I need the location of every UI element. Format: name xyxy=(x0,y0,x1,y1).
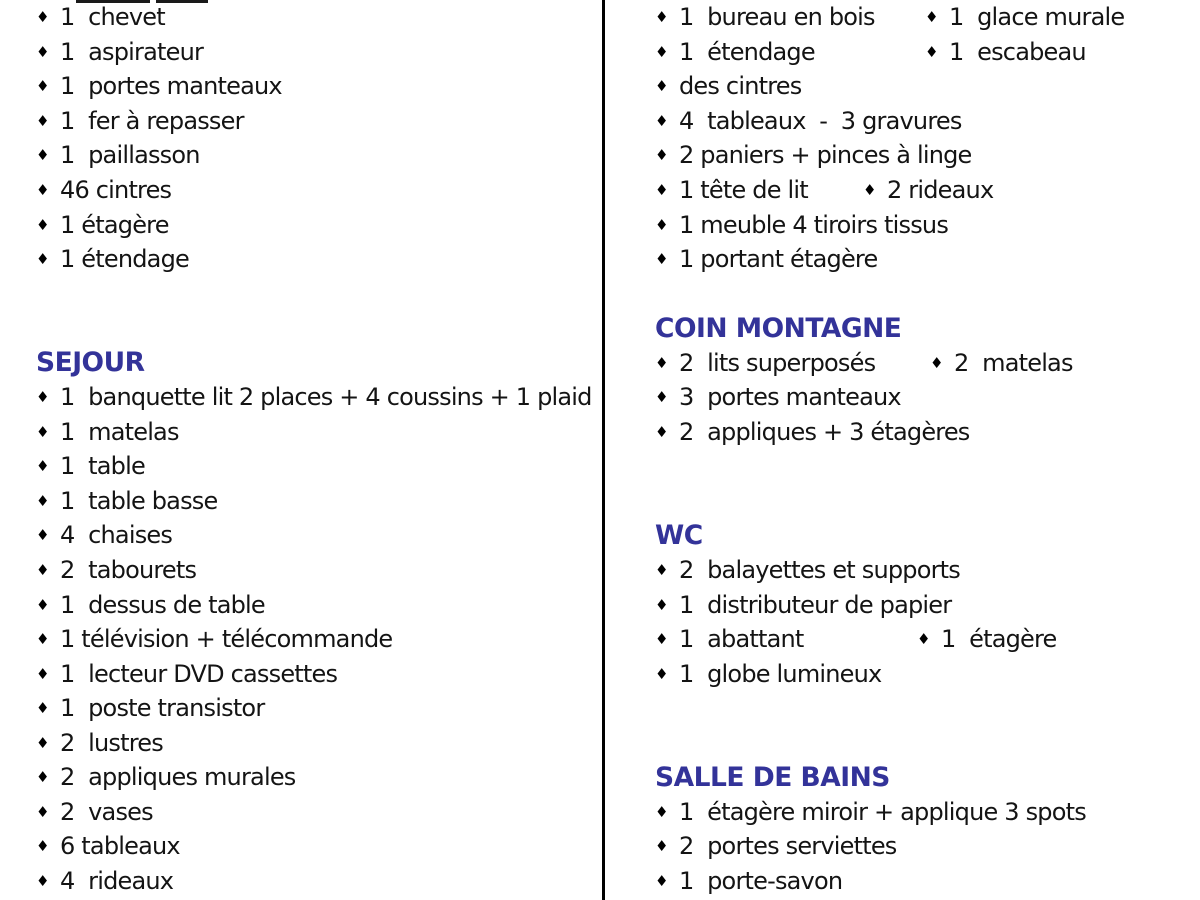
inventory-item xyxy=(36,245,189,273)
item-text: des cintres xyxy=(679,72,802,101)
item-text: 1 table basse xyxy=(60,486,218,515)
blank-row xyxy=(36,311,602,346)
inventory-row xyxy=(36,415,602,450)
item-text: 1 portes manteaux xyxy=(60,72,282,101)
item-text: 1 globe lumineux xyxy=(679,659,882,688)
item-text: 2 lustres xyxy=(60,728,163,757)
diamond-bullet-icon: ♦ xyxy=(863,181,877,199)
inventory-item xyxy=(36,487,217,515)
item-text: 1 distributeur de papier xyxy=(679,590,952,619)
inventory-row xyxy=(655,622,1200,657)
diamond-bullet-icon: ♦ xyxy=(655,77,669,96)
diamond-bullet-icon: ♦ xyxy=(36,111,50,130)
blank-row xyxy=(655,449,1200,484)
inventory-row xyxy=(655,242,1200,277)
inventory-row xyxy=(655,138,1200,173)
blank-row xyxy=(655,691,1200,726)
item-text: 1 matelas xyxy=(60,417,179,446)
item-text: 1 meuble 4 tiroirs tissus xyxy=(679,210,949,239)
item-text: 46 cintres xyxy=(60,176,172,204)
inventory-row xyxy=(36,725,602,760)
item-text: 2 portes serviettes xyxy=(679,832,897,861)
inventory-item xyxy=(655,832,897,860)
diamond-bullet-icon: ♦ xyxy=(36,250,50,269)
section-title: SALLE DE BAINS xyxy=(655,761,890,793)
diamond-bullet-icon: ♦ xyxy=(917,630,931,649)
inventory-row xyxy=(36,104,602,139)
item-text: 1 paillasson xyxy=(60,141,200,170)
inventory-row xyxy=(36,484,602,519)
section-heading-row xyxy=(655,518,1200,553)
inventory-row xyxy=(655,173,1200,208)
item-text: 1 télévision + télécommande xyxy=(60,625,393,654)
item-text: 1 fer à repasser xyxy=(60,106,244,135)
item-text: 4 tableaux - 3 gravures xyxy=(679,106,962,135)
inventory-item xyxy=(36,72,282,100)
diamond-bullet-icon: ♦ xyxy=(655,871,669,890)
blank-row xyxy=(655,484,1200,519)
diamond-bullet-icon: ♦ xyxy=(655,181,669,199)
section-heading-row xyxy=(655,311,1200,346)
blank-row xyxy=(36,276,602,311)
inventory-item xyxy=(655,176,863,204)
inventory-row xyxy=(36,173,602,208)
inventory-row xyxy=(655,587,1200,622)
inventory-row xyxy=(36,380,602,415)
inventory-row xyxy=(36,829,602,864)
item-text: 2 appliques murales xyxy=(60,763,296,792)
inventory-item xyxy=(655,625,917,653)
diamond-bullet-icon: ♦ xyxy=(36,768,50,787)
diamond-bullet-icon: ♦ xyxy=(36,526,50,545)
inventory-row xyxy=(36,69,602,104)
inventory-row xyxy=(36,35,602,70)
inventory-item xyxy=(655,383,901,411)
section-title: COIN MONTAGNE xyxy=(655,312,902,344)
diamond-bullet-icon: ♦ xyxy=(36,457,50,476)
item-text: 1 aspirateur xyxy=(60,37,204,66)
inventory-item xyxy=(36,521,172,549)
inventory-item xyxy=(36,3,165,31)
inventory-row xyxy=(655,380,1200,415)
diamond-bullet-icon: ♦ xyxy=(36,42,50,61)
inventory-row xyxy=(36,760,602,795)
inventory-row xyxy=(655,415,1200,450)
inventory-item xyxy=(36,556,196,584)
inventory-row xyxy=(36,587,602,622)
inventory-row xyxy=(36,622,602,657)
right-column xyxy=(605,0,1200,900)
item-text: 2 lits superposés xyxy=(679,348,876,377)
inventory-row xyxy=(655,553,1200,588)
inventory-item xyxy=(36,763,296,791)
inventory-row xyxy=(655,0,1200,35)
inventory-item xyxy=(655,867,842,895)
section-heading-row xyxy=(655,760,1200,795)
diamond-bullet-icon: ♦ xyxy=(655,8,669,27)
item-text: 1 étendage xyxy=(60,245,189,274)
inventory-item xyxy=(36,176,171,204)
inventory-item xyxy=(655,38,925,66)
item-text: 1 bureau en bois xyxy=(679,3,875,32)
inventory-row xyxy=(655,795,1200,830)
inventory-item xyxy=(655,211,948,239)
diamond-bullet-icon: ♦ xyxy=(36,491,50,510)
inventory-row xyxy=(655,69,1200,104)
inventory-item xyxy=(655,556,960,584)
diamond-bullet-icon: ♦ xyxy=(655,215,669,234)
item-text: 2 paniers + pinces à linge xyxy=(679,141,972,170)
inventory-item xyxy=(36,211,169,239)
item-text: 1 dessus de table xyxy=(60,590,265,619)
item-text: 1 étendage xyxy=(679,37,815,66)
item-text: 1 porte-savon xyxy=(679,866,843,895)
item-text: 2 appliques + 3 étagères xyxy=(679,417,970,446)
diamond-bullet-icon: ♦ xyxy=(36,802,50,821)
item-text: 1 étagère xyxy=(60,210,169,239)
inventory-item xyxy=(36,867,173,895)
item-text: 2 rideaux xyxy=(887,176,994,204)
inventory-row xyxy=(655,656,1200,691)
item-text: 4 chaises xyxy=(60,521,173,550)
inventory-item xyxy=(36,38,203,66)
diamond-bullet-icon: ♦ xyxy=(655,837,669,856)
item-text: 4 rideaux xyxy=(60,866,174,895)
inventory-item xyxy=(36,452,145,480)
inventory-item xyxy=(917,625,1057,653)
diamond-bullet-icon: ♦ xyxy=(655,146,669,165)
diamond-bullet-icon: ♦ xyxy=(655,250,669,269)
item-text: 2 vases xyxy=(60,797,153,826)
inventory-item xyxy=(930,349,1073,377)
item-text: 1 chevet xyxy=(60,3,165,32)
item-text: 2 matelas xyxy=(954,348,1073,377)
inventory-row xyxy=(36,553,602,588)
inventory-item xyxy=(36,832,180,860)
item-text: 1 abattant xyxy=(679,625,804,654)
inventory-item xyxy=(36,729,163,757)
inventory-item xyxy=(36,383,592,411)
diamond-bullet-icon: ♦ xyxy=(36,422,50,441)
inventory-row xyxy=(36,242,602,277)
diamond-bullet-icon: ♦ xyxy=(655,664,669,683)
inventory-item xyxy=(925,3,1124,31)
blank-row xyxy=(655,276,1200,311)
diamond-bullet-icon: ♦ xyxy=(655,595,669,614)
inventory-item xyxy=(36,107,244,135)
diamond-bullet-icon: ♦ xyxy=(655,802,669,821)
item-text: 3 portes manteaux xyxy=(679,383,901,412)
inventory-row xyxy=(36,656,602,691)
diamond-bullet-icon: ♦ xyxy=(36,77,50,96)
inventory-row xyxy=(655,345,1200,380)
inventory-row xyxy=(36,138,602,173)
inventory-row xyxy=(655,104,1200,139)
inventory-item xyxy=(655,798,1086,826)
diamond-bullet-icon: ♦ xyxy=(36,871,50,890)
diamond-bullet-icon: ♦ xyxy=(36,388,50,407)
diamond-bullet-icon: ♦ xyxy=(925,8,939,27)
diamond-bullet-icon: ♦ xyxy=(655,422,669,441)
diamond-bullet-icon: ♦ xyxy=(930,353,944,372)
item-text: 1 poste transistor xyxy=(60,694,265,723)
item-text: 6 tableaux xyxy=(60,832,180,861)
inventory-item xyxy=(655,418,970,446)
inventory-row xyxy=(36,864,602,899)
inventory-item xyxy=(655,3,925,31)
diamond-bullet-icon: ♦ xyxy=(36,146,50,165)
inventory-row xyxy=(36,449,602,484)
inventory-item xyxy=(36,798,153,826)
inventory-row xyxy=(36,518,602,553)
inventory-row xyxy=(655,207,1200,242)
item-text: 2 balayettes et supports xyxy=(679,556,960,585)
diamond-bullet-icon: ♦ xyxy=(655,630,669,649)
diamond-bullet-icon: ♦ xyxy=(36,595,50,614)
inventory-item xyxy=(655,591,951,619)
inventory-item xyxy=(863,176,993,204)
diamond-bullet-icon: ♦ xyxy=(36,215,50,234)
item-text: 1 étagère miroir + applique 3 spots xyxy=(679,797,1086,826)
diamond-bullet-icon: ♦ xyxy=(36,8,50,27)
diamond-bullet-icon: ♦ xyxy=(36,837,50,856)
diamond-bullet-icon: ♦ xyxy=(36,664,50,683)
inventory-item xyxy=(655,660,881,688)
section-heading-row xyxy=(36,345,602,380)
section-title: WC xyxy=(655,519,703,551)
inventory-item xyxy=(36,591,265,619)
inventory-row xyxy=(655,829,1200,864)
inventory-item xyxy=(655,72,801,100)
item-text: 1 tête de lit xyxy=(679,176,808,204)
item-text: 1 table xyxy=(60,452,145,481)
inventory-item xyxy=(36,694,264,722)
diamond-bullet-icon: ♦ xyxy=(925,42,939,61)
inventory-item xyxy=(655,349,930,377)
inventory-item xyxy=(36,625,392,653)
diamond-bullet-icon: ♦ xyxy=(655,42,669,61)
diamond-bullet-icon: ♦ xyxy=(36,630,50,649)
inventory-row xyxy=(36,207,602,242)
diamond-bullet-icon: ♦ xyxy=(655,561,669,580)
item-text: 1 étagère xyxy=(941,625,1057,654)
inventory-item xyxy=(655,141,972,169)
diamond-bullet-icon: ♦ xyxy=(655,353,669,372)
inventory-item xyxy=(36,141,200,169)
diamond-bullet-icon: ♦ xyxy=(36,561,50,580)
item-text: 2 tabourets xyxy=(60,556,197,585)
inventory-row xyxy=(36,691,602,726)
diamond-bullet-icon: ♦ xyxy=(36,733,50,752)
item-text: 1 portant étagère xyxy=(679,245,878,274)
diamond-bullet-icon: ♦ xyxy=(655,388,669,407)
item-text: 1 escabeau xyxy=(949,37,1086,66)
inventory-item xyxy=(655,245,877,273)
section-title: SEJOUR xyxy=(36,347,145,379)
inventory-row xyxy=(36,795,602,830)
inventory-row xyxy=(655,35,1200,70)
inventory-item xyxy=(655,107,962,135)
diamond-bullet-icon: ♦ xyxy=(36,181,50,199)
inventory-item xyxy=(36,418,179,446)
diamond-bullet-icon: ♦ xyxy=(655,111,669,130)
item-text: 1 lecteur DVD cassettes xyxy=(60,659,338,688)
inventory-row xyxy=(36,0,602,35)
blank-row xyxy=(655,725,1200,760)
inventory-row xyxy=(655,864,1200,899)
item-text: 1 glace murale xyxy=(949,3,1125,32)
inventory-item xyxy=(925,38,1086,66)
diamond-bullet-icon: ♦ xyxy=(36,699,50,718)
inventory-item xyxy=(36,660,337,688)
item-text: 1 banquette lit 2 places + 4 coussins + 1 plaid xyxy=(60,383,592,412)
